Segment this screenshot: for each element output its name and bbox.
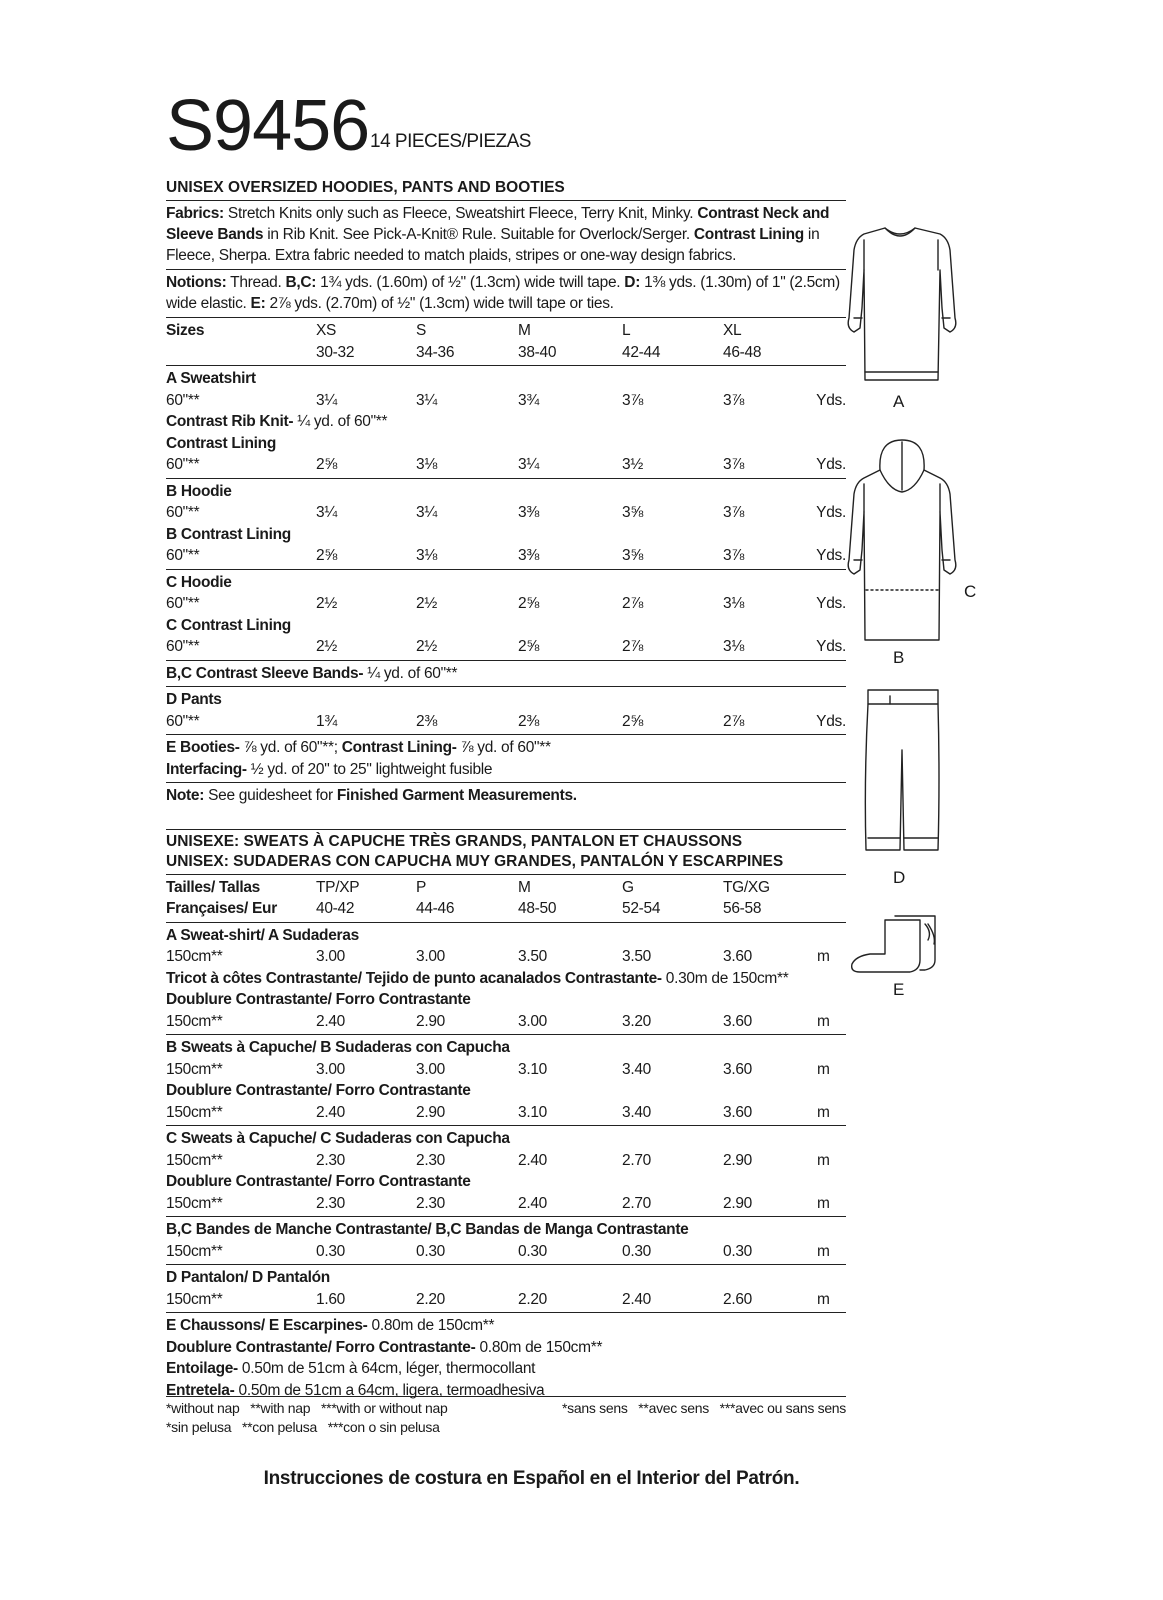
row-text: 0.80m de 150cm** xyxy=(367,1317,495,1334)
row-label: B Hoodie xyxy=(166,482,232,500)
size-cell: S xyxy=(416,322,427,339)
meters-cell: 2.90 xyxy=(723,1194,752,1212)
meters-row xyxy=(166,946,846,968)
note-block xyxy=(166,783,846,809)
view-label-d: D xyxy=(893,868,906,887)
row-label: C Contrast Lining xyxy=(166,616,291,634)
size-cell: TG/XG xyxy=(723,878,770,896)
yardage-cell: 3¼ xyxy=(518,456,539,473)
yardage-cell: 1¾ xyxy=(316,712,337,730)
contrast-rib-row xyxy=(166,411,846,433)
yardage-cell: 3⅞ xyxy=(723,456,744,473)
row-label: C Hoodie xyxy=(166,573,232,591)
metric-b-block xyxy=(166,1035,846,1125)
row-text: ⅞ yd. of 60"** xyxy=(456,739,551,756)
row-label: Doublure Contrastante/ Forro Contrastante xyxy=(166,1173,471,1190)
meters-cell: 3.40 xyxy=(622,1060,651,1078)
row-label: Contrast Lining- xyxy=(341,739,457,756)
meters-cell: 2.70 xyxy=(622,1194,651,1212)
size-cell: L xyxy=(622,322,631,339)
yardage-cell: 3¼ xyxy=(316,391,337,409)
size-range-cell: 46-48 xyxy=(723,343,762,361)
metric-sizes-header xyxy=(166,875,846,922)
note-bold: Finished Garment Measurements. xyxy=(336,787,577,804)
meters-row xyxy=(166,1102,846,1124)
sizes-label: Sizes xyxy=(166,322,205,339)
entoilage-row xyxy=(166,1358,846,1380)
yardage-cell: 3⅛ xyxy=(723,595,744,612)
yardage-row xyxy=(166,454,846,476)
size-range-cell: 42-44 xyxy=(622,343,661,361)
pattern-number: S9456 xyxy=(166,86,370,166)
yardage-cell: 3⅜ xyxy=(518,547,539,564)
view-a-sweatshirt-illustration xyxy=(848,228,956,380)
footnote-row xyxy=(166,1397,846,1418)
row-label: A Sweatshirt xyxy=(166,370,256,387)
meters-cell: 3.50 xyxy=(622,948,651,965)
note-label: Note: xyxy=(166,787,205,804)
meters-cell: 3.00 xyxy=(316,1060,345,1078)
bc-bands-row xyxy=(166,663,846,685)
yardage-row xyxy=(166,711,846,733)
row-label: Contrast Rib Knit- xyxy=(166,413,294,430)
view-d-block xyxy=(166,687,846,734)
row-label: E Chaussons/ E Escarpines- xyxy=(166,1317,368,1334)
meters-cell: 2.40 xyxy=(316,1012,345,1030)
yardage-row xyxy=(166,545,846,567)
metric-c-block xyxy=(166,1126,846,1216)
meters-cell: 2.40 xyxy=(316,1103,345,1121)
english-yardage-section xyxy=(166,178,846,1403)
meters-cell: 2.40 xyxy=(622,1290,651,1308)
yardage-cell: 3⅞ xyxy=(723,504,744,521)
yardage-cell: 3⅛ xyxy=(416,547,437,564)
row-label: D Pants xyxy=(166,691,222,708)
note-row xyxy=(166,785,846,807)
size-range-cell: 34-36 xyxy=(416,343,455,361)
french-title: UNISEXE: SWEATS À CAPUCHE TRÈS GRANDS, PANTALON ET CHAUSSONS xyxy=(166,832,743,850)
size-cell: XL xyxy=(723,322,742,339)
metric-sizes-row xyxy=(166,877,846,899)
size-cell: M xyxy=(518,322,531,339)
fabric-width: 150cm** xyxy=(166,1194,223,1212)
yardage-row xyxy=(166,636,846,658)
row-text: ⅞ yd. of 60"**; xyxy=(239,739,342,756)
row-label: B,C Contrast Sleeve Bands- xyxy=(166,664,364,682)
pieces-count: 14 PIECES/PIEZAS xyxy=(370,131,531,152)
yardage-cell: 2⅜ xyxy=(518,712,539,730)
row-label: B Sweats à Capuche/ B Sudaderas con Capucha xyxy=(166,1039,510,1056)
unit-label: m xyxy=(817,1194,830,1212)
row-label: Doublure Contrastante/ Forro Contrastante xyxy=(166,991,471,1008)
size-ranges-row xyxy=(166,342,846,364)
yardage-cell: 2⅞ xyxy=(622,638,643,655)
fabrics-text: in Rib Knit. See Pick-A-Knit® Rule. Suitable for Overlock/Serger. xyxy=(263,226,694,243)
row-label: D Pantalon/ D Pantalón xyxy=(166,1269,330,1286)
unit-label: Yds. xyxy=(816,638,846,655)
nap-footnotes xyxy=(166,1396,846,1437)
unit-label: m xyxy=(817,1151,830,1169)
view-b-block xyxy=(166,479,846,569)
size-range-cell: 38-40 xyxy=(518,343,557,361)
size-range-cell: 48-50 xyxy=(518,900,557,917)
yardage-row xyxy=(166,593,846,615)
meters-row xyxy=(166,1150,846,1172)
yardage-cell: 3⅞ xyxy=(622,391,643,409)
note-text: See guidesheet for xyxy=(204,787,337,804)
notions-paragraph xyxy=(166,270,846,317)
meters-cell: 0.30 xyxy=(723,1242,752,1260)
size-range-cell: 44-46 xyxy=(416,900,455,917)
yardage-cell: 3¼ xyxy=(416,391,437,409)
meters-cell: 2.30 xyxy=(416,1151,445,1169)
bc-bands-block xyxy=(166,661,846,687)
footnote-row xyxy=(166,1418,846,1437)
yardage-cell: 2½ xyxy=(316,638,337,655)
yardage-cell: 3¾ xyxy=(518,391,539,409)
row-text: 0.30m de 150cm** xyxy=(661,969,789,987)
notions-text: 2⅞ yds. (2.70m) of ½" (1.3cm) wide twill tape or ties. xyxy=(265,295,614,312)
unit-label: Yds. xyxy=(816,595,846,612)
meters-cell: 2.70 xyxy=(622,1151,651,1169)
yardage-cell: 2½ xyxy=(416,595,437,612)
yardage-cell: 2⅝ xyxy=(518,595,539,612)
yardage-cell: 3⅝ xyxy=(622,547,643,564)
view-label-b: B xyxy=(893,648,905,667)
size-range-cell: 40-42 xyxy=(316,900,355,917)
row-text: ¼ yd. of 60"** xyxy=(293,413,388,430)
yardage-cell: 2½ xyxy=(416,638,437,655)
view-label-c: C xyxy=(964,582,977,601)
fabric-width: 150cm** xyxy=(166,1012,223,1030)
spanish-title: UNISEX: SUDADERAS CON CAPUCHA MUY GRANDES, PANTALÓN Y ESCARPINES xyxy=(166,852,784,870)
yardage-cell: 2½ xyxy=(316,595,337,612)
meters-cell: 3.60 xyxy=(723,1060,752,1078)
yardage-cell: 2⅜ xyxy=(416,712,437,730)
size-cell: TP/XP xyxy=(316,878,360,896)
meters-cell: 2.20 xyxy=(518,1290,547,1308)
row-text: 0.80m de 150cm** xyxy=(475,1338,603,1356)
yardage-cell: 3⅛ xyxy=(723,638,744,655)
yardage-cell: 3⅞ xyxy=(723,391,744,409)
yardage-cell: 2⅞ xyxy=(723,712,744,730)
view-c-block xyxy=(166,570,846,660)
meters-cell: 3.10 xyxy=(518,1060,547,1078)
meters-cell: 1.60 xyxy=(316,1290,345,1308)
fabrics-text: Stretch Knits only such as Fleece, Sweatshirt Fleece, Terry Knit, Minky. xyxy=(223,205,698,222)
fabric-width: 60"** xyxy=(166,712,200,730)
row-label: Contrast Lining xyxy=(166,434,277,452)
unit-label: Yds. xyxy=(816,547,846,564)
size-range-cell: 30-32 xyxy=(316,343,355,361)
fabric-width: 150cm** xyxy=(166,1060,223,1078)
meters-row xyxy=(166,1289,846,1311)
meters-cell: 0.30 xyxy=(316,1242,345,1260)
view-label-a: A xyxy=(893,392,905,411)
size-cell: G xyxy=(622,878,634,896)
notions-text: Thread. xyxy=(226,274,286,291)
yardage-cell: 3⅞ xyxy=(723,547,744,564)
row-label: B Contrast Lining xyxy=(166,525,291,543)
fabric-width: 60"** xyxy=(166,391,200,409)
yardage-cell: 3⅝ xyxy=(622,504,643,521)
row-label: A Sweat-shirt/ A Sudaderas xyxy=(166,926,359,944)
view-b-hoodie-illustration xyxy=(848,440,956,640)
fabric-width: 150cm** xyxy=(166,1103,223,1121)
notions-bold: D: xyxy=(624,274,641,291)
unit-label: Yds. xyxy=(816,391,846,409)
fabric-width: 60"** xyxy=(166,456,200,473)
notions-text: 1¾ yds. (1.60m) of ½" (1.3cm) wide twill tape. xyxy=(316,274,625,291)
interfacing-row xyxy=(166,759,846,781)
meters-cell: 3.60 xyxy=(723,1103,752,1121)
nap-english: *without nap **with nap ***with or without nap xyxy=(166,1400,448,1416)
row-label: Doublure Contrastante/ Forro Contrastante- xyxy=(166,1338,476,1356)
row-label: Doublure Contrastante/ Forro Contrastante xyxy=(166,1082,471,1099)
view-d-pants-illustration xyxy=(865,690,939,850)
meters-cell: 2.20 xyxy=(416,1290,445,1308)
row-label: C Sweats à Capuche/ C Sudaderas con Capucha xyxy=(166,1130,510,1147)
fabrics-bold: Contrast Neck and Sleeve Bands xyxy=(166,205,830,243)
size-cell: XS xyxy=(316,322,337,339)
view-label-e: E xyxy=(893,980,905,999)
yardage-cell: 2⅝ xyxy=(518,638,539,655)
row-text: 0.50m de 51cm à 64cm, léger, thermocollant xyxy=(237,1360,536,1377)
meters-cell: 3.60 xyxy=(723,948,752,965)
eur-sizes-row xyxy=(166,898,846,920)
meters-cell: 2.30 xyxy=(316,1194,345,1212)
e-doublure-row xyxy=(166,1337,846,1359)
fabrics-text: in Fleece, Sherpa. Extra fabric needed to match plaids, stripes or one-way design fabrics. xyxy=(166,226,820,264)
yardage-row xyxy=(166,390,846,412)
meters-cell: 2.30 xyxy=(416,1194,445,1212)
e-chaussons-row xyxy=(166,1315,846,1337)
meters-cell: 3.00 xyxy=(518,1012,547,1030)
fabrics-bold: Contrast Lining xyxy=(693,226,804,243)
meters-cell: 2.90 xyxy=(416,1103,445,1121)
meters-cell: 3.10 xyxy=(518,1103,547,1121)
meters-cell: 3.40 xyxy=(622,1103,651,1121)
meters-cell: 2.40 xyxy=(518,1151,547,1169)
header xyxy=(166,86,866,166)
row-text: ½ yd. of 20" to 25" lightweight fusible xyxy=(246,760,493,778)
meters-cell: 3.60 xyxy=(723,1012,752,1030)
notions-label: Notions: xyxy=(166,274,227,291)
view-a-block xyxy=(166,366,846,478)
view-e-booties-illustration xyxy=(852,916,935,972)
notions-bold: B,C: xyxy=(285,274,317,291)
meters-cell: 2.60 xyxy=(723,1290,752,1308)
spanish-instructions-note xyxy=(0,1468,1163,1490)
row-label: Entretela- xyxy=(166,1381,235,1399)
yardage-cell: 2⅝ xyxy=(316,547,337,564)
meters-cell: 0.30 xyxy=(518,1242,547,1260)
nap-french: *sans sens **avec sens ***avec ou sans sens xyxy=(562,1400,846,1416)
unit-label: m xyxy=(817,1103,830,1121)
metric-a-block xyxy=(166,923,846,1035)
unit-label: m xyxy=(817,1290,830,1308)
size-range-cell: 52-54 xyxy=(622,900,661,917)
row-label: B,C Bandes de Manche Contrastante/ B,C Bandas de Manga Contrastante xyxy=(166,1221,689,1238)
unit-label: m xyxy=(817,1012,830,1030)
yardage-cell: 2⅝ xyxy=(622,712,643,730)
meters-cell: 2.30 xyxy=(316,1151,345,1169)
yardage-row xyxy=(166,502,846,524)
unit-label: Yds. xyxy=(816,456,846,473)
meters-cell: 2.40 xyxy=(518,1194,547,1212)
nap-spanish: *sin pelusa **con pelusa ***con o sin pelusa xyxy=(166,1419,440,1435)
size-cell: M xyxy=(518,878,531,896)
yardage-cell: 3½ xyxy=(622,456,643,473)
yardage-cell: 3¼ xyxy=(416,504,437,521)
meters-cell: 0.30 xyxy=(416,1242,445,1260)
unit-label: Yds. xyxy=(816,712,846,730)
unit-label: m xyxy=(817,948,830,965)
meters-cell: 3.00 xyxy=(316,948,345,965)
unit-label: m xyxy=(817,1060,830,1078)
fabric-width: 60"** xyxy=(166,595,200,612)
meters-cell: 3.00 xyxy=(416,1060,445,1078)
view-e-block xyxy=(166,735,846,782)
sizes-row xyxy=(166,320,846,342)
row-label: Interfacing- xyxy=(166,760,247,778)
english-title: UNISEX OVERSIZED HOODIES, PANTS AND BOOTIES xyxy=(166,179,565,196)
yardage-cell: 3⅜ xyxy=(518,504,539,521)
meters-row xyxy=(166,1241,846,1263)
meters-cell: 3.00 xyxy=(416,948,445,965)
sizes-label: Tailles/ Tallas xyxy=(166,878,261,896)
metric-bc-block xyxy=(166,1217,846,1264)
yardage-cell: 2⅝ xyxy=(316,456,337,473)
meters-cell: 3.20 xyxy=(622,1012,651,1030)
eur-label: Françaises/ Eur xyxy=(166,900,277,917)
row-label: Entoilage- xyxy=(166,1360,238,1377)
fabric-width: 150cm** xyxy=(166,1242,223,1260)
row-text: 0.50m de 51cm a 64cm, ligera, termoadhesiva xyxy=(234,1381,545,1399)
fabric-width: 150cm** xyxy=(166,1151,223,1169)
metric-e-block xyxy=(166,1313,846,1403)
meters-cell: 2.90 xyxy=(416,1012,445,1030)
size-cell: P xyxy=(416,878,427,896)
yardage-cell: 3⅛ xyxy=(416,456,437,473)
meters-row xyxy=(166,1193,846,1215)
fabric-width: 60"** xyxy=(166,547,200,564)
notions-bold: E: xyxy=(250,295,266,312)
fabric-width: 60"** xyxy=(166,504,200,521)
fabrics-paragraph xyxy=(166,201,846,269)
meters-row xyxy=(166,1011,846,1033)
row-label: E Booties- xyxy=(166,739,240,756)
spanish-note-text: Instrucciones de costura en Español en el Interior del Patrón. xyxy=(263,1468,800,1489)
e-booties-row xyxy=(166,737,846,759)
fabric-width: 150cm** xyxy=(166,1290,223,1308)
tricot-row xyxy=(166,968,846,990)
meters-cell: 0.30 xyxy=(622,1242,651,1260)
unit-label: Yds. xyxy=(816,504,846,521)
row-label: Tricot à côtes Contrastante/ Tejido de punto acanalados Contrastante- xyxy=(166,969,662,987)
row-text: ¼ yd. of 60"** xyxy=(363,664,458,682)
fabric-width: 150cm** xyxy=(166,948,223,965)
notions-text: 1⅜ yds. (1.30m) of 1" (2.5cm) wide elastic. xyxy=(166,274,840,312)
meters-cell: 2.90 xyxy=(723,1151,752,1169)
meters-cell: 3.50 xyxy=(518,948,547,965)
size-range-cell: 56-58 xyxy=(723,900,762,917)
fabrics-label: Fabrics: xyxy=(166,205,224,222)
meters-row xyxy=(166,1059,846,1081)
fabric-width: 60"** xyxy=(166,638,200,655)
yardage-cell: 3¼ xyxy=(316,504,337,521)
unit-label: m xyxy=(817,1242,830,1260)
yardage-cell: 2⅞ xyxy=(622,595,643,612)
metric-d-block xyxy=(166,1265,846,1312)
sizes-header xyxy=(166,318,846,365)
